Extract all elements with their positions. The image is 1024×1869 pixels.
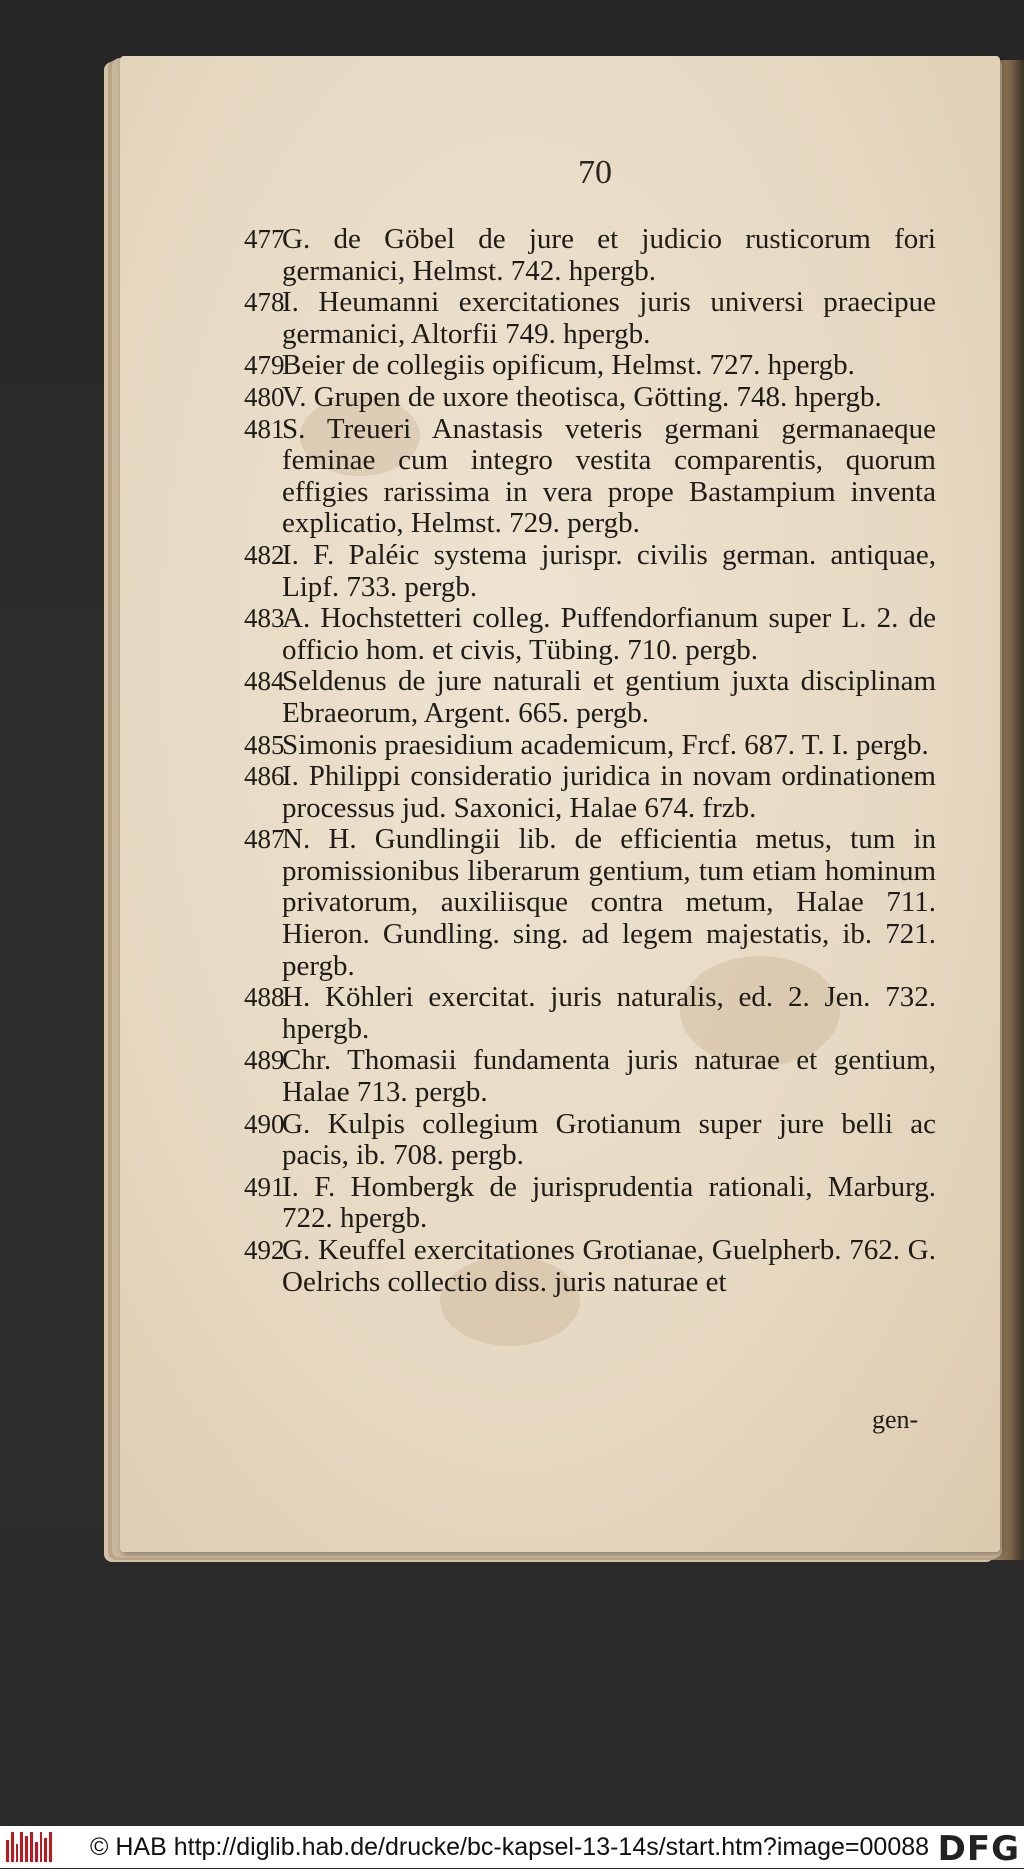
footer-bar	[0, 1826, 1024, 1868]
barcode-icon	[6, 1832, 52, 1862]
catalog-entry	[246, 540, 936, 603]
catalog-entry	[246, 824, 936, 982]
entry-text: Beier de collegiis opificum, Helmst. 727. hpergb.	[282, 349, 855, 382]
entry-number: 491	[244, 1171, 285, 1202]
entry-number: 481	[244, 413, 285, 444]
entry-number: 488	[244, 982, 285, 1013]
entry-text: S. Treueri Anastasis veteris germani germanaeque feminae cum integro vestita comparentis, quorum effigies rarissima in vera prope Bastampium inventa explicatio, Helmst. 729. pergb.	[282, 412, 936, 540]
entry-text: H. Köhleri exercitat. juris naturalis, ed. 2. Jen. 732. hpergb.	[282, 981, 936, 1045]
entry-text: I. Philippi consideratio juridica in novam ordinationem processus jud. Saxonici, Halae 674. frzb.	[282, 760, 936, 824]
entry-number: 486	[244, 761, 285, 792]
entry-text: Chr. Thomasii fundamenta juris naturae et gentium, Halae 713. pergb.	[282, 1044, 936, 1109]
catalog-entry	[246, 414, 936, 540]
catalog-entry	[246, 1045, 936, 1108]
catalog-entry	[246, 1109, 936, 1172]
page-number: 70	[578, 154, 612, 191]
entry-text: Seldenus de jure naturali et gentium juxta disciplinam Ebraeorum, Argent. 665. pergb.	[282, 665, 936, 729]
entry-text: Simonis praesidium academicum, Frcf. 687. T. I. pergb.	[282, 728, 929, 761]
dfg-logo: DFG	[937, 1829, 1020, 1869]
entry-number: 480	[244, 381, 285, 412]
catalog-entry	[246, 666, 936, 729]
entry-number: 482	[244, 539, 285, 570]
entry-text: G. Kulpis collegium Grotianum super jure belli ac pacis, ib. 708. pergb.	[282, 1107, 936, 1172]
catalog-entry	[246, 761, 936, 824]
entry-number: 477	[244, 224, 285, 254]
catalog-entry	[246, 730, 936, 762]
catalog-entry	[246, 1172, 936, 1235]
catalog-entry	[246, 287, 936, 350]
catalog-entry	[246, 603, 936, 666]
catalog-entry	[246, 982, 936, 1045]
entry-number: 487	[244, 824, 285, 855]
entry-number: 492	[244, 1235, 285, 1265]
catchword: gen-	[872, 1405, 919, 1434]
catalog-entry	[246, 224, 936, 287]
entry-text: N. H. Gundlingii lib. de efficientia metus, tum in promissionibus liberarum gentium, tum etiam hominum privatorum, auxiliisque contra metum, Halae 711. Hieron. Gundling. sing. ad legem majestatis, ib. 721. pergb.	[282, 823, 936, 982]
entry-number: 485	[244, 729, 285, 760]
copyright-url[interactable]: © HAB http://diglib.hab.de/drucke/bc-kapsel-13-14s/start.htm?image=00088	[90, 1832, 930, 1861]
entry-text: A. Hochstetteri colleg. Puffendorfianum super L. 2. de officio hom. et civis, Tübing. 710. pergb.	[282, 602, 936, 666]
catalog-entry	[246, 1235, 936, 1298]
catalog-entries	[246, 224, 936, 1298]
entry-number: 479	[244, 350, 285, 381]
entry-text: I. F. Hombergk de jurisprudentia rationali, Marburg. 722. hpergb.	[282, 1170, 936, 1235]
entry-number: 489	[244, 1045, 285, 1076]
catalog-entry	[246, 350, 936, 382]
entry-number: 483	[244, 603, 285, 634]
entry-number: 490	[244, 1108, 285, 1139]
entry-text: I. F. Paléic systema jurispr. civilis german. antiquae, Lipf. 733. pergb.	[282, 538, 936, 603]
entry-number: 484	[244, 666, 285, 697]
entry-text: G. Keuffel exercitationes Grotianae, Guelpherb. 762. G. Oelrichs collectio diss. juris naturae et	[282, 1234, 936, 1298]
entry-text: G. de Göbel de jure et judicio rusticorum fori germanici, Helmst. 742. hpergb.	[282, 223, 936, 287]
catalog-entry	[246, 382, 936, 414]
entry-text: V. Grupen de uxore theotisca, Götting. 748. hpergb.	[282, 380, 882, 413]
entry-text: I. Heumanni exercitationes juris universi praecipue germanici, Altorfii 749. hpergb.	[282, 286, 936, 350]
entry-number: 478	[244, 287, 285, 318]
